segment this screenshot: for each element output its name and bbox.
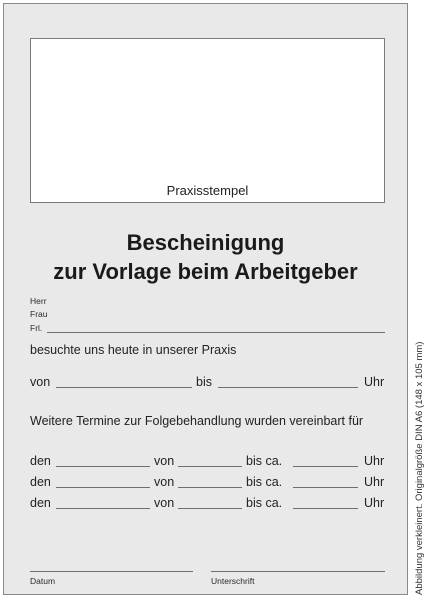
time-von-label: von: [30, 375, 51, 389]
time-bis-label: bis: [196, 375, 212, 389]
form-title-line2: zur Vorlage beim Arbeitgeber: [53, 259, 358, 284]
appointment-uhr-label: Uhr: [364, 475, 385, 489]
appointment-bis-label: bis ca.: [246, 496, 283, 510]
size-note: Abbildung verkleinert. Originalgröße DIN A6 (148 x 105 mm): [414, 341, 425, 595]
appointment-to-field[interactable]: [293, 508, 358, 509]
appointment-date-field[interactable]: [56, 466, 150, 467]
appointment-bis-label: bis ca.: [246, 475, 283, 489]
appointment-from-field[interactable]: [178, 508, 242, 509]
appointment-den-label: den: [30, 496, 51, 510]
appointment-den-label: den: [30, 475, 51, 489]
date-label: Datum: [30, 576, 56, 586]
salutation-frl: Frl.: [30, 323, 43, 333]
appointment-from-field[interactable]: [178, 466, 242, 467]
form-title-line1: Bescheinigung: [126, 230, 285, 255]
time-from-field[interactable]: [56, 387, 192, 388]
appointment-uhr-label: Uhr: [364, 496, 385, 510]
name-field-line[interactable]: [47, 332, 385, 333]
appointment-to-field[interactable]: [293, 466, 358, 467]
appointment-von-label: von: [154, 496, 175, 510]
salutation-frau: Frau: [30, 309, 48, 319]
appointment-to-field[interactable]: [293, 487, 358, 488]
time-uhr-label: Uhr: [364, 375, 385, 389]
followup-text: Weitere Termine zur Folgebehandlung wurden vereinbart für: [30, 414, 364, 428]
signature-label: Unterschrift: [211, 576, 255, 586]
appointment-bis-label: bis ca.: [246, 454, 283, 468]
practice-stamp-field[interactable]: [30, 38, 385, 203]
practice-stamp-label: Praxisstempel: [166, 183, 249, 198]
date-field-line[interactable]: [30, 571, 193, 572]
appointment-von-label: von: [154, 475, 175, 489]
signature-field-line[interactable]: [211, 571, 385, 572]
appointment-from-field[interactable]: [178, 487, 242, 488]
visited-text: besuchte uns heute in unserer Praxis: [30, 343, 237, 357]
appointment-uhr-label: Uhr: [364, 454, 385, 468]
certificate-form: [3, 3, 408, 595]
appointment-den-label: den: [30, 454, 51, 468]
salutation-herr: Herr: [30, 296, 47, 306]
time-to-field[interactable]: [218, 387, 358, 388]
appointment-von-label: von: [154, 454, 175, 468]
appointment-date-field[interactable]: [56, 508, 150, 509]
appointment-date-field[interactable]: [56, 487, 150, 488]
